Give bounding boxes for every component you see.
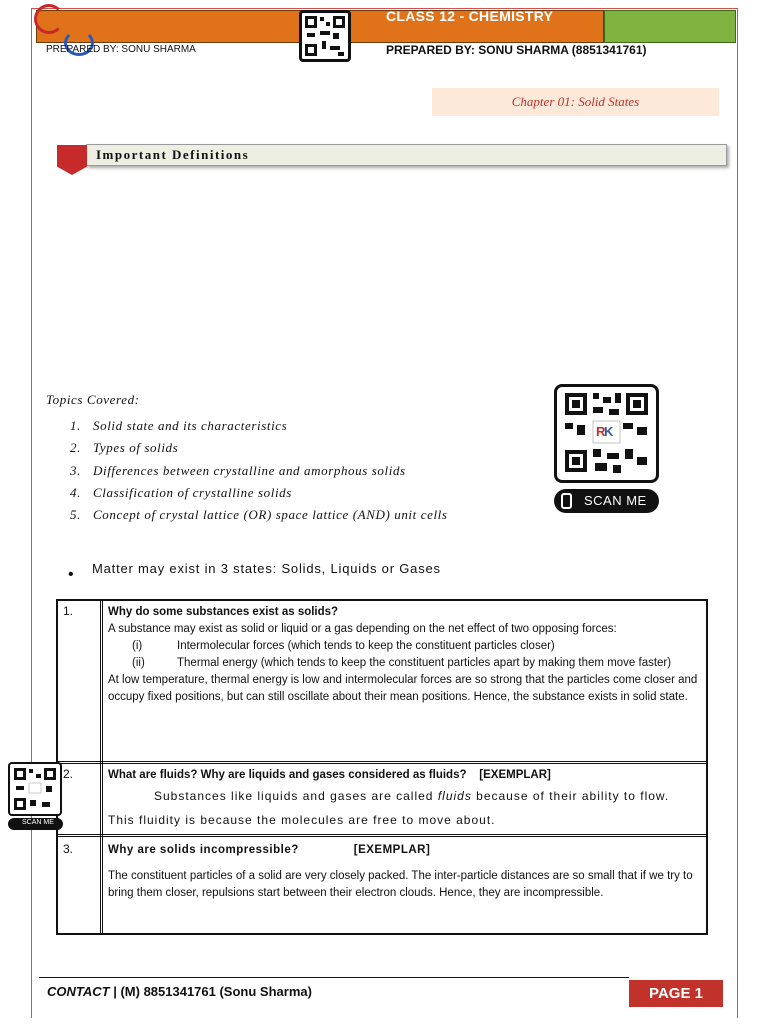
- svg-text:K: K: [604, 424, 614, 439]
- page-border-right: [737, 8, 738, 1018]
- answer: Substances like liquids and gases are called fluids because of their ability to flow. This fluidity is because the molecules are free to move about.: [108, 789, 670, 827]
- answer: At low temperature, thermal energy is low and intermolecular forces are so strong that the particles come closer and occupy fixed positions, but can still oscillate about their mean positions. Hence, the substance exists in solid state.: [108, 674, 698, 703]
- question: Why are solids incompressible? [EXEMPLAR]: [108, 844, 431, 856]
- topic-item: 1. Solid state and its characteristics: [70, 418, 288, 433]
- table-row: [108, 604, 700, 706]
- bullet-icon: •: [68, 566, 74, 583]
- table-row-divider: [56, 761, 708, 764]
- question: Why do some substances exist as solids?: [108, 606, 339, 618]
- footer-contact: CONTACT | (M) 8851341761 (Sonu Sharma): [47, 984, 312, 999]
- bullet-text: Matter may exist in 3 states: Solids, Liquids or Gases: [92, 561, 441, 576]
- header-accent-bar: [604, 10, 736, 43]
- topics-title: Topics Covered:: [46, 392, 140, 407]
- topic-item: 3. Differences between crystalline and amorphous solids: [70, 463, 406, 478]
- logo-icon: [34, 4, 64, 34]
- page-border-left: [31, 8, 32, 1018]
- answer-intro: A substance may exist as solid or liquid or a gas depending on the net effect of two opposing forces:: [108, 623, 617, 635]
- table-row: [108, 767, 700, 832]
- qr-code-icon: [299, 10, 351, 62]
- topic-item: 2. Types of solids: [70, 440, 179, 455]
- chapter-title: Chapter 01: Solid States: [511, 94, 640, 109]
- answer: The constituent particles of a solid are very closely packed. The inter-particle distances are so small that if we try to bring them closer, repulsions start between their electron clouds. Hence, they are incompressible.: [108, 870, 693, 899]
- list-item: (i) Intermolecular forces (which tends to keep the constituent particles closer): [132, 640, 555, 652]
- ribbon-flag-icon: [57, 145, 87, 175]
- list-item: (ii) Thermal energy (which tends to keep the constituent particles apart by making them move faster): [132, 657, 672, 669]
- topic-item: 5. Concept of crystal lattice (OR) space lattice (AND) unit cells: [70, 507, 448, 522]
- qr-code-icon[interactable]: [8, 762, 62, 816]
- topic-item: 4. Classification of crystalline solids: [70, 485, 292, 500]
- svg-text:R: R: [596, 424, 606, 439]
- scan-me-label: SCAN ME: [584, 493, 647, 508]
- page-number: PAGE 1: [649, 985, 703, 1002]
- qr-code-icon[interactable]: [554, 384, 659, 483]
- row-number: 1.: [63, 604, 74, 618]
- phone-icon: [561, 493, 572, 509]
- page-border-top: [31, 8, 737, 9]
- table-row-divider: [56, 834, 708, 837]
- section-title: Important Definitions: [96, 147, 250, 162]
- question: What are fluids? Why are liquids and gases considered as fluids? [EXEMPLAR]: [108, 769, 551, 781]
- prepared-by-right: PREPARED BY: SONU SHARMA (8851341761): [386, 43, 647, 57]
- footer-divider: [39, 977, 629, 978]
- header-title: CLASS 12 - CHEMISTRY: [386, 8, 554, 24]
- prepared-by-left: PREPARED BY: SONU SHARMA: [46, 44, 196, 55]
- row-number: 3.: [63, 842, 74, 856]
- scan-me-label: SCAN ME: [22, 819, 54, 826]
- table-divider: [100, 599, 103, 935]
- row-number: 2.: [63, 767, 74, 781]
- table-row: [108, 842, 700, 902]
